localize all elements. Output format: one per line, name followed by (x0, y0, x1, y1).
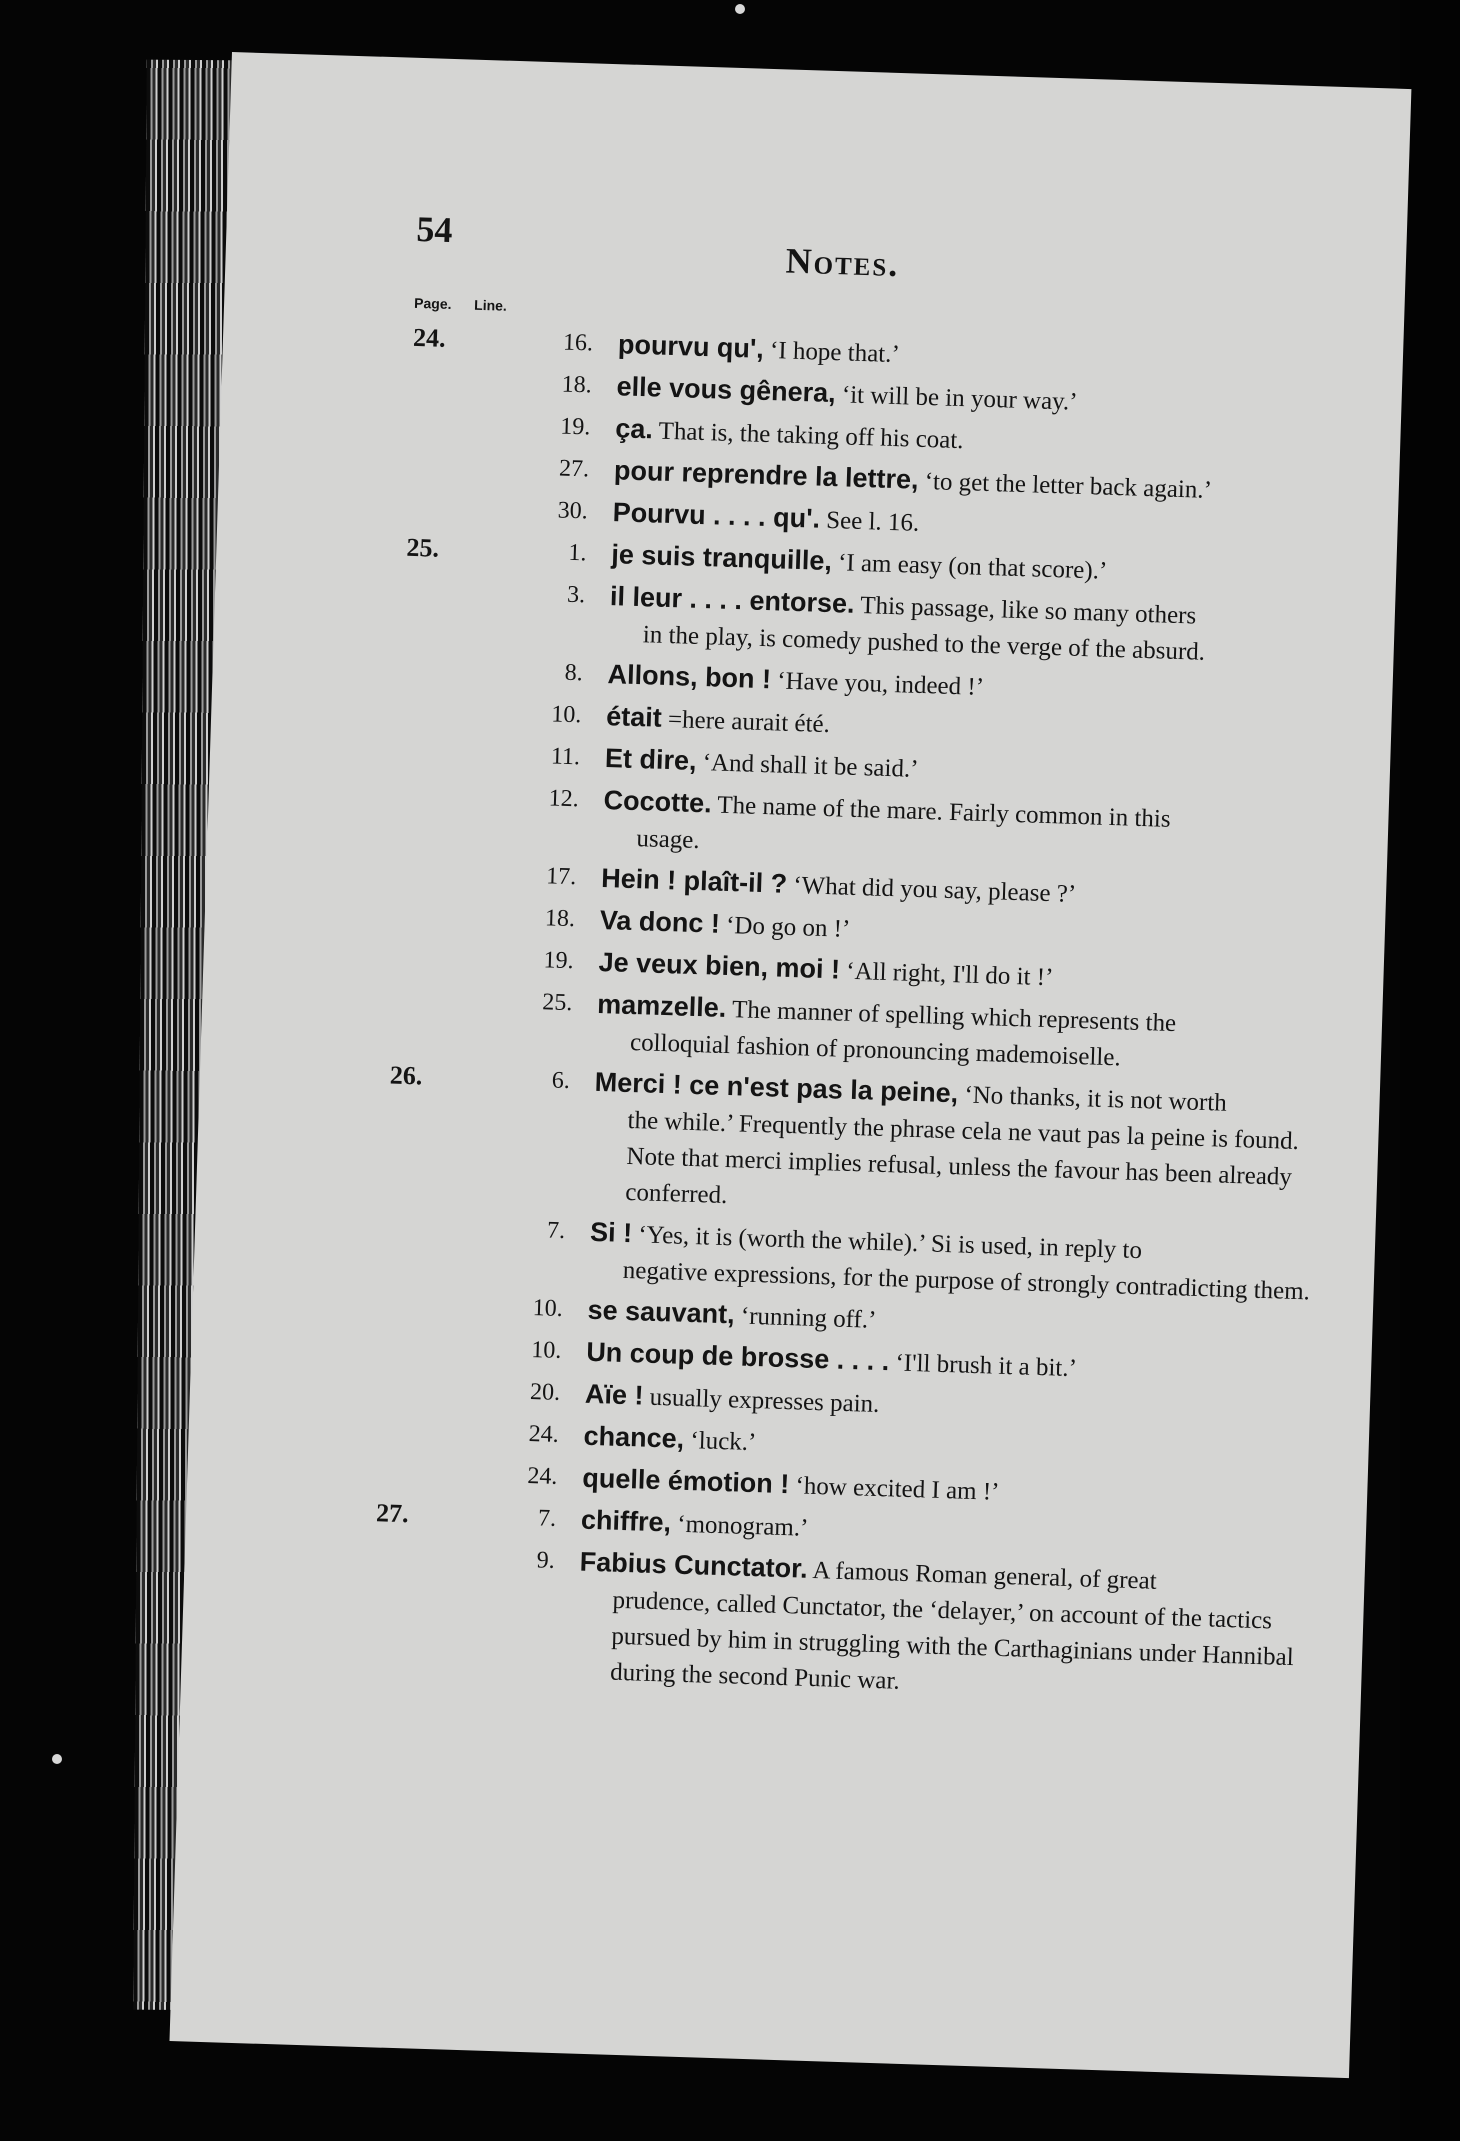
note-headword: Aïe ! (584, 1378, 644, 1411)
note-gloss: ‘it will be in your way.’ (841, 381, 1079, 416)
note-page-ref (411, 404, 471, 406)
note-page-ref (394, 938, 454, 940)
note-gloss: ‘I hope that.’ (769, 337, 901, 369)
note-headword: quelle émotion ! (581, 1462, 790, 1500)
note-headword: elle vous gênera, (616, 371, 837, 409)
note-gloss: This passage, like so many others (859, 592, 1197, 630)
note-line-ref: 19. (559, 413, 591, 441)
note-line-ref: 17. (545, 863, 577, 891)
note-headword: il leur . . . . entorse. (609, 581, 856, 619)
note-line-ref: 6. (551, 1067, 571, 1095)
note-line-ref: 3. (566, 581, 586, 609)
note-headword: était (605, 701, 663, 733)
note-gloss: ‘And shall it be said.’ (702, 749, 919, 783)
note-page-ref (393, 980, 453, 982)
note-gloss: ‘running off.’ (740, 1302, 877, 1334)
note-headword: pour reprendre la lettre, (613, 455, 919, 495)
note-line-ref: 11. (550, 743, 581, 771)
note-headword: Hein ! plaît-il ? (600, 863, 788, 899)
notes-list (371, 320, 1344, 1717)
note-headword: chiffre, (580, 1504, 672, 1538)
note-entry (371, 1537, 1305, 1712)
note-line-ref: 30. (557, 497, 589, 525)
note-page-ref (386, 1207, 446, 1209)
note-gloss: ‘Have you, indeed !’ (776, 667, 985, 701)
column-head-line: Line. (473, 296, 508, 314)
scan-right-border (1400, 0, 1460, 2141)
note-line-ref: 1. (568, 539, 587, 567)
note-gloss: See l. 16. (825, 506, 920, 537)
note-line-ref: 10. (550, 701, 582, 729)
note-line-ref: 8. (564, 659, 584, 687)
note-gloss: ‘luck.’ (689, 1427, 757, 1457)
note-page-ref (378, 1453, 438, 1455)
note-line-ref: 24. (528, 1421, 560, 1448)
note-page-ref (402, 692, 462, 694)
note-headword: se sauvant, (587, 1294, 736, 1330)
note-gloss: usually expresses pain. (649, 1383, 880, 1418)
note-line-ref: 27. (558, 455, 590, 483)
note-headword: Cocotte. (603, 785, 713, 819)
note-page-ref (403, 650, 463, 652)
note-page-ref (379, 1411, 439, 1413)
note-gloss: The manner of spelling which represents the (731, 996, 1177, 1038)
note-headword: Allons, bon ! (607, 659, 772, 695)
note-continuation: in the play, is comedy pushed to the verge of the absurd. (642, 621, 1206, 666)
note-headword: pourvu qu', (617, 329, 765, 364)
note-line-ref: 16. (562, 329, 594, 357)
note-line-ref: 10. (530, 1337, 562, 1364)
note-gloss: ‘how excited I am !’ (795, 1472, 1000, 1506)
note-gloss: ‘All right, I'll do it !’ (845, 957, 1054, 992)
note-line-ref: 7. (546, 1217, 566, 1245)
note-line-ref: 9. (536, 1547, 556, 1574)
note-page-ref (383, 1285, 443, 1287)
note-headword: ça. (614, 413, 654, 445)
note-page-ref (408, 488, 468, 490)
note-headword: Et dire, (604, 743, 697, 776)
note-continuation: usage. (636, 825, 701, 855)
note-headword: Si ! (589, 1216, 633, 1249)
note-headword: Pourvu . . . . qu'. (612, 497, 821, 534)
note-headword: Va donc ! (599, 904, 721, 939)
note-page-ref: 25. (406, 532, 440, 563)
note-gloss: ‘I'll brush it a bit.’ (895, 1349, 1078, 1383)
note-line-ref: 24. (527, 1462, 558, 1490)
note-headword: je suis tranquille, (610, 539, 833, 577)
note-line-ref: 18. (544, 905, 576, 933)
note-page-ref (412, 362, 472, 364)
note-gloss: A famous Roman general, of great (812, 1556, 1158, 1595)
note-line-ref: 25. (541, 989, 573, 1017)
note-continuation: prudence, called Cunctator, the ‘delayer,’ on account of the tactics pursued by him in struggling with the Carthaginians under Hannibal during the second Punic war. (609, 1586, 1295, 1695)
note-line-ref: 18. (561, 371, 593, 399)
note-page-ref (396, 896, 456, 898)
note-line-ref: 10. (532, 1295, 564, 1323)
note-gloss: The name of the mare. Fairly common in this (716, 791, 1171, 833)
note-page-ref (375, 1537, 435, 1539)
note-line-ref: 12. (548, 785, 580, 813)
note-headword: Un coup de brosse . . . . (585, 1336, 890, 1377)
column-head-page: Page. (413, 294, 452, 313)
note-gloss: ‘What did you say, please ?’ (792, 872, 1077, 908)
note-gloss: ‘I am easy (on that score).’ (837, 549, 1108, 585)
note-headword: chance, (583, 1420, 685, 1454)
note-continuation: the while.’ Frequently the phrase cela ne vaut pas la peine is found. Note that merci implies refusal, unless the favour has been already conferred. (624, 1106, 1300, 1210)
note-page-ref: 27. (375, 1498, 410, 1529)
note-headword: Merci ! ce n'est pas la peine, (594, 1066, 959, 1109)
scan-speck-top (735, 4, 745, 14)
note-continuation: colloquial fashion of pronouncing mademoiselle. (629, 1028, 1122, 1072)
note-page-ref: 26. (389, 1060, 423, 1091)
note-headword: Fabius Cunctator. (579, 1546, 809, 1584)
note-page-ref (397, 854, 457, 856)
note-gloss: ‘monogram.’ (676, 1510, 809, 1542)
note-headword: Je veux bien, moi ! (598, 946, 841, 985)
note-gloss: ‘Yes, it is (worth the while).’ Si is used, in reply to (637, 1221, 1143, 1265)
note-continuation: negative expressions, for the purpose of strongly contradicting them. (622, 1256, 1311, 1306)
note-gloss: ‘No thanks, it is not worth (964, 1081, 1228, 1117)
note-gloss: ‘to get the letter back again.’ (924, 467, 1213, 504)
note-page-ref (401, 734, 461, 736)
note-page-ref (382, 1327, 442, 1329)
note-page-ref: 24. (412, 322, 447, 353)
book-page (169, 52, 1411, 2078)
running-head: Notes. (785, 240, 900, 285)
note-headword: mamzelle. (596, 988, 727, 1023)
note-page-ref (381, 1369, 441, 1371)
note-entry (386, 1057, 1320, 1232)
note-gloss: That is, the taking off his coat. (658, 417, 964, 455)
note-line-ref: 19. (543, 947, 575, 975)
scan-speck-left (52, 1754, 62, 1764)
note-page-ref (406, 572, 466, 574)
note-page-ref (399, 776, 459, 778)
note-page-ref (410, 446, 470, 448)
note-line-ref: 7. (537, 1505, 557, 1532)
page-number: 54 (415, 208, 454, 251)
note-line-ref: 20. (529, 1379, 561, 1406)
note-gloss: =here aurait été. (667, 706, 831, 739)
note-gloss: ‘Do go on !’ (725, 911, 851, 943)
